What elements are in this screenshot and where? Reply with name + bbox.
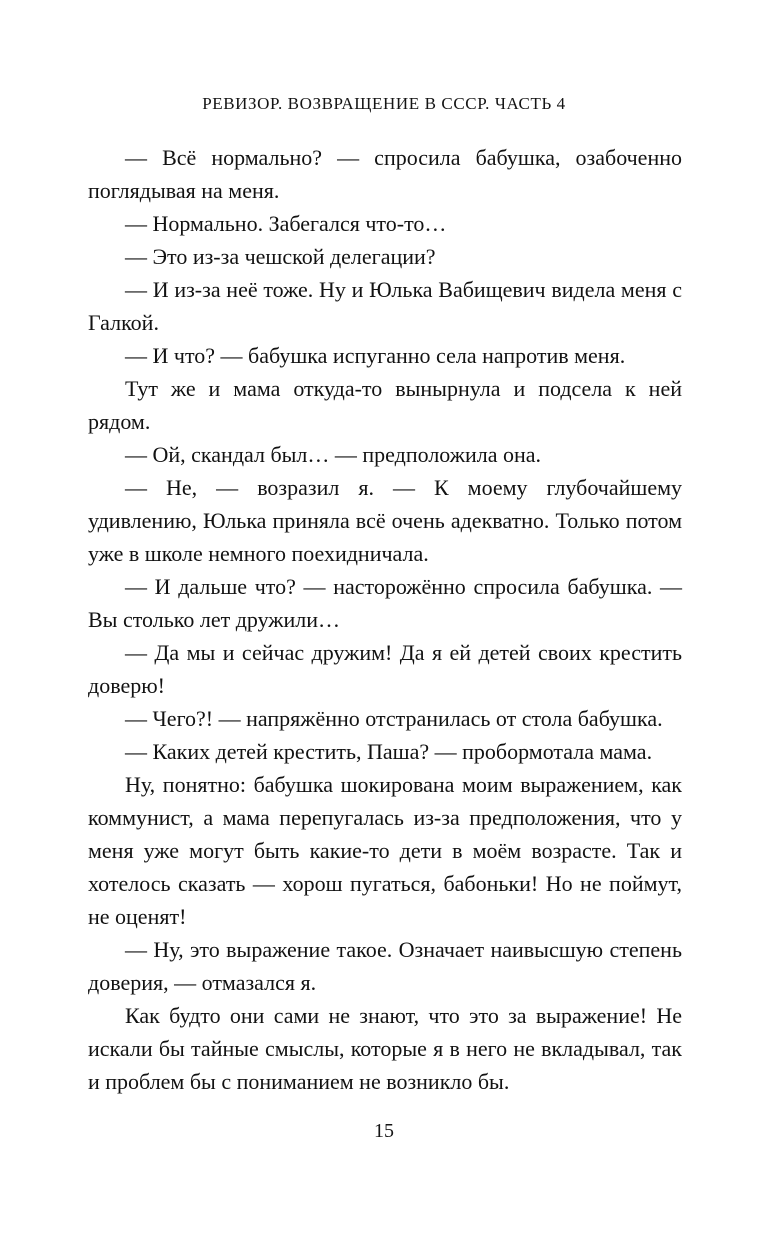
paragraph: — Нормально. Забегался что-то… xyxy=(125,211,447,236)
paragraph: Тут же и мама откуда-то вынырнула и подсела к ней рядом. xyxy=(88,376,682,434)
paragraph: — Ой, скандал был… — предположила она. xyxy=(125,442,542,467)
paragraph: — Ну, это выражение такое. Означает наивысшую степень доверия, — отмазался я. xyxy=(88,937,682,995)
page-number: 15 xyxy=(374,1120,394,1142)
paragraph: — Не, — возразил я. — К моему глубочайшему удивлению, Юлька приняла всё очень адекватно. Только потом уже в школе немного поехидничала. xyxy=(88,475,682,566)
paragraph: — Каких детей крестить, Паша? — пробормотала мама. xyxy=(125,739,653,764)
paragraph: Как будто они сами не знают, что это за выражение! Не искали бы тайные смыслы, которые я в него не вкладывал, так и проблем бы с пониманием не возникло бы. xyxy=(88,1003,682,1094)
paragraph: — И из-за неё тоже. Ну и Юлька Вабищевич видела меня с Галкой. xyxy=(88,277,682,335)
paragraph: — Это из-за чешской делегации? xyxy=(125,244,436,269)
paragraph: — Да мы и сейчас дружим! Да я ей детей своих крестить доверю! xyxy=(88,640,682,698)
paragraph: — И что? — бабушка испуганно села напротив меня. xyxy=(125,343,626,368)
paragraph: — Всё нормально? — спросила бабушка, озабоченно поглядывая на меня. xyxy=(88,145,682,203)
paragraph: Ну, понятно: бабушка шокирована моим выражением, как коммунист, а мама перепугалась из-за предположения, что у меня уже могут быть какие-то дети в моём возрасте. Так и хотелось сказать — хорош пугаться, бабоньки! Но не поймут, не оценят! xyxy=(88,772,682,929)
paragraph: — Чего?! — напряжённо отстранилась от стола бабушка. xyxy=(125,706,663,731)
running-header: РЕВИЗОР. ВОЗВРАЩЕНИЕ В СССР. ЧАСТЬ 4 xyxy=(202,94,566,113)
text-block xyxy=(88,141,682,1098)
paragraph: — И дальше что? — насторожённо спросила бабушка. — Вы столько лет дружили… xyxy=(88,574,682,632)
